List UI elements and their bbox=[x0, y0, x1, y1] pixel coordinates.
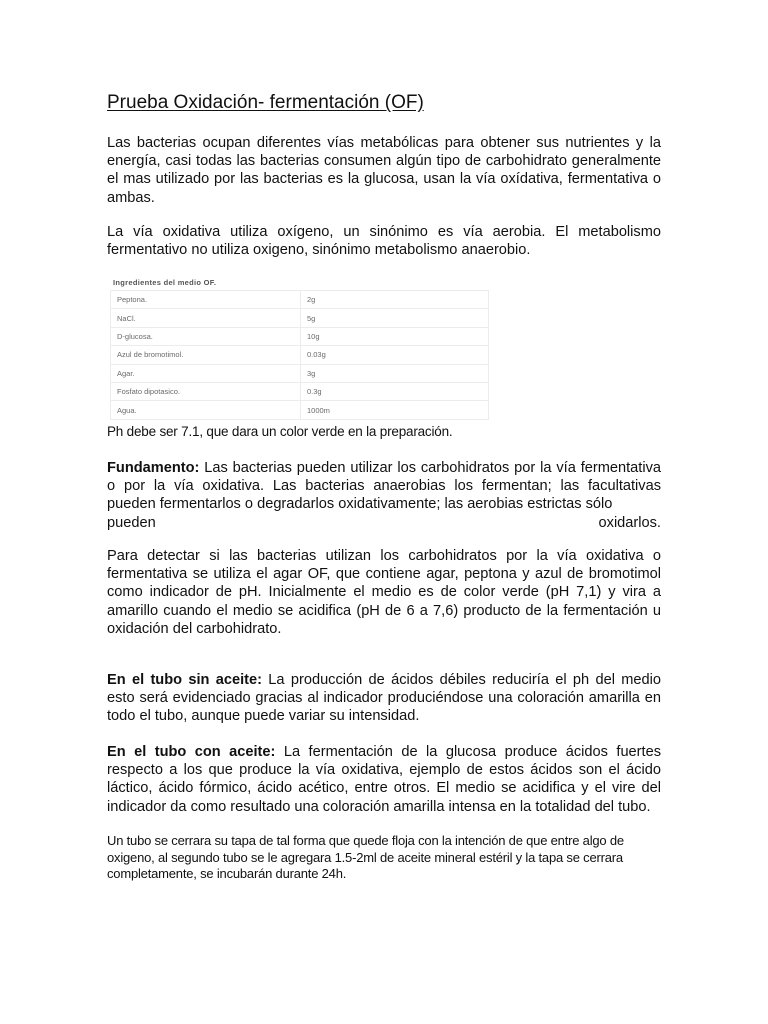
table-row bbox=[111, 291, 489, 309]
intro-paragraph: Las bacterias ocupan diferentes vías metabólicas para obtener sus nutrientes y la energía, casi todas las bacterias consumen algún tipo de carbohidrato generalmente el mas utilizado por las bacterias es la glucosa, usan la vía oxídativa, fermentativa o ambas. bbox=[107, 135, 661, 206]
table-row bbox=[111, 309, 489, 327]
fundamento-text: Las bacterias pueden utilizar los carbohidratos por la vía fermentativa o por la vía oxidativa. Las bacterias anaerobias los fermentan; las facultativas pueden fermentarlos o degradarlos oxidativamente; las aerobias estrictas sólo bbox=[107, 460, 661, 513]
ingredient-name: Peptona. bbox=[111, 291, 301, 309]
page-title: Prueba Oxidación- fermentación (OF) bbox=[107, 92, 424, 113]
ph-note: Ph debe ser 7.1, que dara un color verde en la preparación. bbox=[107, 424, 453, 439]
ingredient-amount: 5g bbox=[301, 309, 489, 327]
ingredient-name: Azul de bromotimol. bbox=[111, 346, 301, 364]
ingredient-name: Agua. bbox=[111, 401, 301, 419]
fundamento-last-left: pueden bbox=[107, 514, 156, 531]
table-row bbox=[111, 364, 489, 382]
ingredient-name: Fosfato dipotasico. bbox=[111, 382, 301, 400]
ingredient-amount: 1000m bbox=[301, 401, 489, 419]
ingredient-name: Agar. bbox=[111, 364, 301, 382]
ingredient-amount: 0.3g bbox=[301, 382, 489, 400]
fundamento-last-line bbox=[107, 514, 661, 532]
fundamento-last-right: oxidarlos. bbox=[598, 514, 661, 531]
fundamento-label: Fundamento: bbox=[107, 460, 200, 476]
sin-aceite-paragraph bbox=[107, 671, 661, 726]
fundamento-paragraph bbox=[107, 459, 661, 532]
sin-aceite-label: En el tubo sin aceite: bbox=[107, 672, 262, 688]
ingredient-name: D-glucosa. bbox=[111, 327, 301, 345]
final-note: Un tubo se cerrara su tapa de tal forma que quede floja con la intención de que entre algo de oxigeno, al segundo tubo se le agregara 1.5-2ml de aceite mineral estéril y la tapa se cerrara completamente, se incubarán durante 24h. bbox=[107, 833, 624, 882]
ingredient-amount: 0.03g bbox=[301, 346, 489, 364]
table-row bbox=[111, 382, 489, 400]
con-aceite-text: La fermentación de la glucosa produce ácidos fuertes respecto a los que produce la vía oxidativa, ejemplo de estos ácidos son el ácido láctico, ácido fórmico, ácido acético, entre otros. El medio se acidifica y el vire del indicador da como resultado una coloración amarilla intensa en la totalidad del tubo. bbox=[107, 744, 662, 815]
ingredient-amount: 10g bbox=[301, 327, 489, 345]
con-aceite-paragraph bbox=[107, 743, 661, 816]
detect-paragraph: Para detectar si las bacterias utilizan los carbohidratos por la vía oxidativa o fermentativa se utiliza el agar OF, que contiene agar, peptona y azul de bromotimol como indicador de pH. Inicialmente el medio es de color verde (pH 7,1) y vira a amarillo cuando el medio se acidifica (pH de 6 a 7,6) producto de la fermentación u oxidación del carbohidrato. bbox=[107, 548, 661, 637]
table-row bbox=[111, 346, 489, 364]
ingredients-table-block bbox=[110, 278, 489, 420]
oxidative-paragraph: La vía oxidativa utiliza oxígeno, un sinónimo es vía aerobia. El metabolismo fermentativo no utiliza oxigeno, sinónimo metabolismo anaerobio. bbox=[107, 224, 661, 259]
ingredients-table bbox=[110, 290, 489, 420]
ingredients-table-title: Ingredientes del medio OF. bbox=[113, 278, 217, 287]
con-aceite-label: En el tubo con aceite: bbox=[107, 744, 276, 760]
table-row bbox=[111, 327, 489, 345]
ingredient-amount: 3g bbox=[301, 364, 489, 382]
ingredient-name: NaCl. bbox=[111, 309, 301, 327]
table-row bbox=[111, 401, 489, 419]
sin-aceite-text: La producción de ácidos débiles reduciría el ph del medio esto será evidenciado gracias al indicador produciéndose una coloración amarilla en todo el tubo, aunque puede variar su intensidad. bbox=[107, 672, 661, 725]
ingredient-amount: 2g bbox=[301, 291, 489, 309]
